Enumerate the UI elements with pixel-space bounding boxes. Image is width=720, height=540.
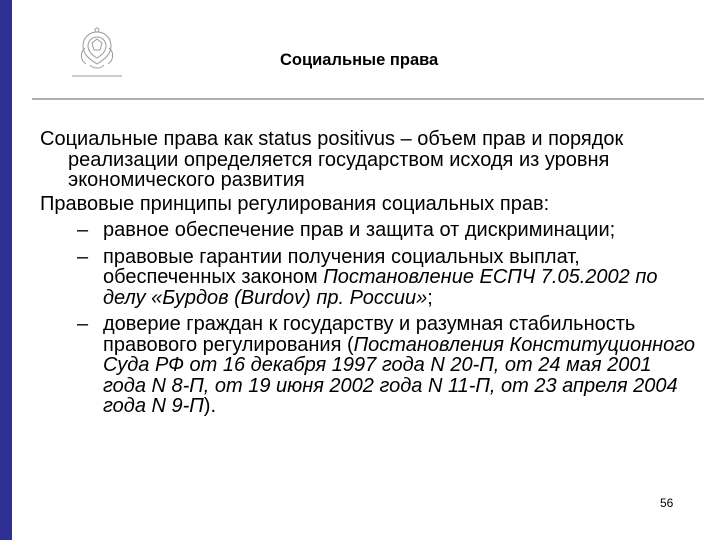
list-item-end: ;	[427, 286, 433, 309]
list-dash: –	[77, 245, 89, 268]
title-divider	[32, 98, 704, 100]
left-accent-bar	[0, 0, 12, 540]
list-dash: –	[77, 219, 89, 241]
page-number: 56	[660, 496, 674, 510]
list-dash: –	[77, 313, 89, 335]
list-item-text: правовые гарантии получения социальных выплат, обеспеченных законом	[103, 245, 580, 288]
slide-body	[40, 129, 700, 417]
list-item-end: ).	[203, 395, 216, 417]
slide-title: Социальные права	[280, 51, 439, 69]
list-item	[40, 220, 700, 241]
emblem-seal-icon	[68, 26, 126, 82]
list-item-text: равное обеспечение прав и защита от дискриминации;	[103, 219, 616, 241]
court-rulings-citation: Постановления Конституционного Суда РФ от 16 декабря 1997 года N 20-П, от 24 мая 2001 года N 8-П, от 19 июня 2002 года N 11-П, от 23 апреля 2004 года N 9-П	[103, 333, 695, 417]
list-item	[40, 314, 700, 417]
case-citation: Постановление ЕСПЧ 7.05.2002 по делу «Бурдов (Burdov) пр. России»	[103, 266, 658, 309]
paragraph-principles-heading: Правовые принципы регулирования социальных прав:	[40, 192, 550, 215]
paragraph-status-positivus: Социальные права как status positivus – объем прав и порядок реализации определяется государством исходя из уровня экономического развития	[40, 128, 624, 191]
list-item-text: доверие граждан к государству и разумная стабильность правового регулирования (	[103, 313, 636, 356]
list-item	[40, 247, 700, 309]
